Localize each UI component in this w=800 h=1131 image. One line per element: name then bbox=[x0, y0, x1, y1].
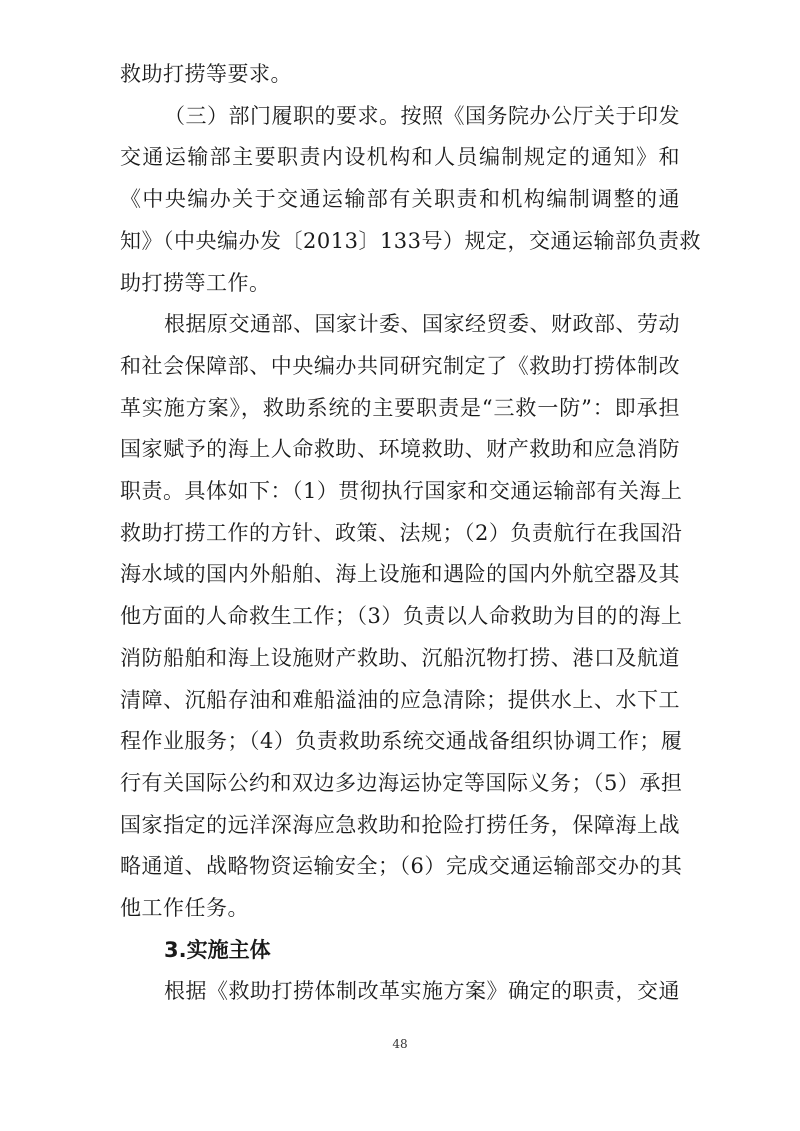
text-line-10: 国家赋予的海上人命救助、环境救助、财产救助和应急消防 bbox=[120, 437, 680, 462]
text-line-13: 海水域的国内外船舶、海上设施和遇险的国内外航空器及其 bbox=[120, 562, 680, 587]
text-line-21: 他工作任务。 bbox=[120, 896, 249, 920]
text-line-17: 程作业服务；（4）负责救助系统交通战备组织协调工作；履 bbox=[120, 729, 683, 754]
text-line-20: 略通道、战略物资运输安全；（6）完成交通运输部交办的其 bbox=[120, 854, 683, 879]
text-line-3: 交通运输部主要职责内设机构和人员编制规定的通知》和 bbox=[120, 145, 680, 170]
text-line-19: 国家指定的远洋深海应急救助和抢险打捞任务，保障海上战 bbox=[120, 812, 680, 837]
section-heading: 3.实施主体 bbox=[164, 937, 271, 962]
text-line-5: 知》（中央编办发〔2013〕133号）规定，交通运输部负责救 bbox=[120, 228, 702, 253]
text-line-2: （三）部门履职的要求。按照《国务院办公厅关于印发 bbox=[164, 103, 680, 128]
text-line-8: 和社会保障部、中央编办共同研究制定了《救助打捞体制改 bbox=[120, 353, 680, 378]
text-line-7: 根据原交通部、国家计委、国家经贸委、财政部、劳动 bbox=[164, 312, 680, 337]
text-line-last: 根据《救助打捞体制改革实施方案》确定的职责，交通 bbox=[164, 979, 680, 1004]
page-number: 48 bbox=[392, 1037, 408, 1051]
text-line-11: 职责。具体如下：（1）贯彻执行国家和交通运输部有关海上 bbox=[120, 479, 683, 503]
text-line-4: 《中央编办关于交通运输部有关职责和机构编制调整的通 bbox=[120, 187, 680, 212]
text-line-6: 助打捞等工作。 bbox=[120, 270, 271, 295]
text-line-1: 救助打捞等要求。 bbox=[120, 62, 292, 86]
text-line-9: 革实施方案》，救助系统的主要职责是“三救一防”：即承担 bbox=[120, 395, 680, 420]
text-line-12: 救助打捞工作的方针、政策、法规；（2）负责航行在我国沿 bbox=[120, 520, 683, 545]
text-line-18: 行有关国际公约和双边多边海运协定等国际义务；（5）承担 bbox=[120, 770, 683, 795]
text-line-14: 他方面的人命救生工作；（3）负责以人命救助为目的的海上 bbox=[120, 604, 683, 629]
text-line-16: 清障、沉船存油和难船溢油的应急清除；提供水上、水下工 bbox=[120, 687, 680, 712]
text-line-15: 消防船舶和海上设施财产救助、沉船沉物打捞、港口及航道 bbox=[120, 645, 680, 670]
